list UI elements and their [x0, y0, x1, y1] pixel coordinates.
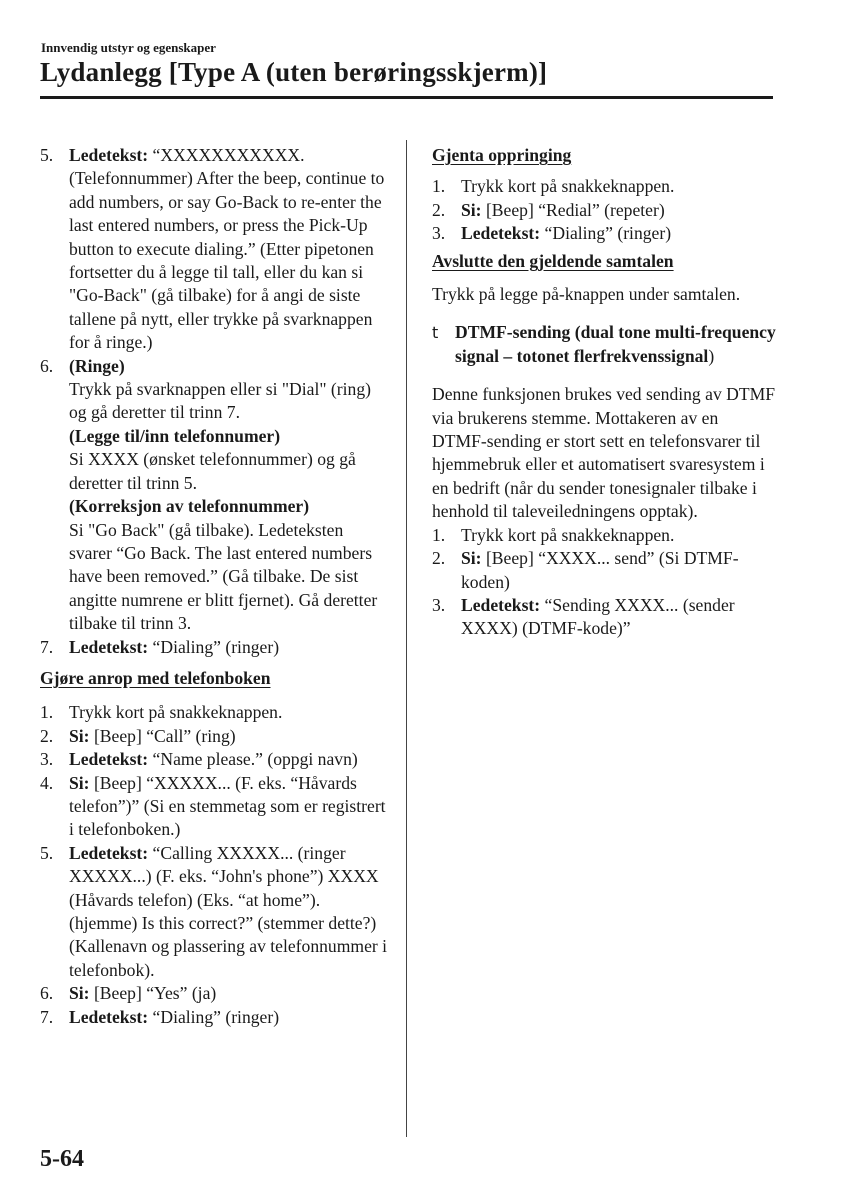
step-label: Si: [69, 772, 90, 793]
step-text: [Beep] “Call” (ring) [89, 725, 236, 746]
column-divider [406, 140, 407, 1137]
redial-steps [432, 175, 777, 245]
dtmf-heading-text: DTMF-sending (dual tone multi-frequency signal – totonet flerfrekvenssignal [455, 322, 776, 366]
list-item [40, 355, 390, 636]
step-text: “Dialing” (ringer) [148, 636, 280, 657]
dtmf-steps [432, 524, 777, 641]
end-call-heading: Avslutte den gjeldende samtalen [432, 250, 674, 271]
step-label: Ledetekst: [69, 636, 149, 657]
step-text: Trykk kort på snakkeknappen. [69, 702, 283, 723]
step-label: Ledetekst: [461, 594, 541, 615]
step-text: Trykk kort på snakkeknappen. [461, 176, 675, 197]
step-text: [Beep] “XXXX... send” (Si DTMF-koden) [461, 548, 739, 592]
list-item [432, 547, 777, 594]
page-title: Lydanlegg [Type A (uten berøringsskjerm)] [40, 57, 548, 87]
step-label: Si: [461, 548, 482, 569]
step-number: 3. [432, 223, 446, 244]
step-sublabel: (Legge til/inn telefonnumer) [69, 425, 281, 446]
list-item [40, 144, 390, 355]
step-number: 3. [40, 749, 54, 770]
step-text: Si XXXX (ønsket telefonnummer) og gå deretter til trinn 5. [69, 449, 356, 493]
list-item [432, 175, 777, 198]
step-label: Ledetekst: [69, 749, 149, 770]
step-text: [Beep] “Redial” (repeter) [481, 199, 665, 220]
dtmf-heading-paren: ) [708, 345, 715, 366]
list-item [432, 199, 777, 222]
step-label: (Ringe) [69, 355, 125, 376]
list-item [432, 222, 777, 245]
step-number: 7. [40, 1006, 54, 1027]
step-number: 5. [40, 842, 54, 863]
step-text: “Dialing” (ringer) [148, 1006, 280, 1027]
redial-heading: Gjenta oppringing [432, 145, 572, 165]
step-number: 5. [40, 145, 54, 165]
step-text: “XXXXXXXXXXX. (Telefonnummer) After the beep, continue to add numbers, or say Go-Back to re-enter the last entered numbers, or press the Pick-Up button to execute dialing.” (Etter pipetonen fortsetter du å legge til tall, eller du kan si "Go-Back" (gå tilbake) for å angi de siste tallene på nytt, eller trykke på svarknappen for å ringe.) [69, 145, 385, 353]
step-label: Ledetekst: [69, 842, 149, 863]
step-text: Si "Go Back" (gå tilbake). Ledeteksten svarer “Go Back. The last entered numbers have been removed.” (Gå tilbake. De sist angitte numrene er blitt fjernet). Gå deretter tilbake til trinn 3. [69, 519, 378, 634]
step-sublabel: (Korreksjon av telefonnummer) [69, 496, 310, 517]
right-column [432, 144, 777, 641]
dtmf-description: Denne funksjonen brukes ved sending av DTMF via brukerens stemme. Mottakeren av en DTMF-sending er stort sett en telefonsvarer til hjemmebruk eller et automatisert svaresystem i en bedrift (når du sender tonesignaler tilbake i henhold til taleveiledningens opptak). [432, 384, 776, 522]
list-item [40, 701, 390, 724]
step-number: 2. [432, 199, 446, 220]
bullet-icon: t [432, 323, 439, 343]
title-rule [40, 96, 773, 99]
step-number: 6. [40, 355, 54, 376]
list-item [40, 748, 390, 771]
dialing-steps [40, 144, 390, 659]
section-label: Innvendig utstyr og egenskaper [41, 40, 216, 55]
step-text: “Calling XXXXX... (ringer XXXXX...) (F. eks. “John's phone”) XXXX (Håvards telefon) (Eks. “at home”). (hjemme) Is this correct?” (stemmer dette?) (Kallenavn og plassering av telefonnummer i telefonbok). [69, 842, 388, 980]
left-column [40, 144, 390, 1029]
list-item [40, 982, 390, 1005]
list-item [40, 636, 390, 659]
step-number: 2. [40, 725, 54, 746]
page-number: 5-64 [40, 1146, 84, 1172]
phonebook-steps [40, 701, 390, 1029]
list-item [40, 725, 390, 748]
list-item [40, 842, 390, 982]
step-number: 2. [432, 548, 446, 569]
phonebook-heading: Gjøre anrop med telefonboken [40, 667, 271, 688]
step-text: [Beep] “Yes” (ja) [89, 983, 217, 1004]
step-text: Trykk på svarknappen eller si "Dial" (ring) og gå deretter til trinn 7. [69, 379, 371, 423]
step-text: Trykk kort på snakkeknappen. [461, 524, 675, 545]
step-number: 3. [432, 594, 446, 615]
step-label: Si: [69, 725, 90, 746]
step-label: Si: [461, 199, 482, 220]
step-text: [Beep] “XXXXX... (F. eks. “Håvards telefon”)” (Si en stemmetag som er registrert i telefonboken.) [69, 772, 386, 840]
step-text: “Dialing” (ringer) [540, 223, 672, 244]
step-number: 1. [40, 702, 54, 723]
step-text: “Name please.” (oppgi navn) [148, 749, 358, 770]
list-item [432, 524, 777, 547]
step-text: “Sending XXXX... (sender XXXX) (DTMF-kode)” [461, 594, 735, 639]
step-number: 1. [432, 176, 446, 197]
list-item [432, 594, 777, 641]
end-call-text: Trykk på legge på-knappen under samtalen. [432, 284, 741, 305]
step-number: 6. [40, 983, 54, 1004]
step-label: Si: [69, 983, 90, 1004]
list-item [40, 1006, 390, 1029]
step-number: 4. [40, 772, 54, 793]
step-number: 1. [432, 524, 446, 545]
step-number: 7. [40, 636, 54, 657]
step-label: Ledetekst: [69, 1006, 149, 1027]
step-label: Ledetekst: [69, 145, 149, 165]
step-label: Ledetekst: [461, 223, 541, 244]
list-item [40, 772, 390, 842]
dtmf-heading [432, 321, 777, 368]
